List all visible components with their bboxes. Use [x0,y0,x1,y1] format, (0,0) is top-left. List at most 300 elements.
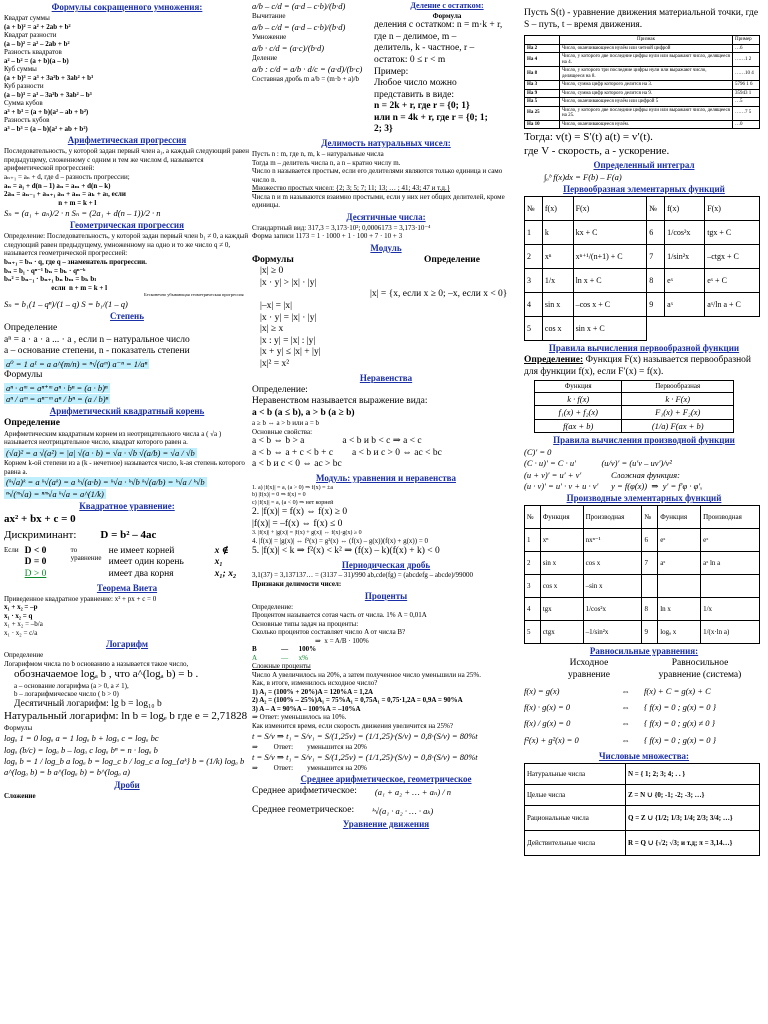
log-formula-1: logₐ 1 = 0 logₐ a = 1 logₐ b + logₐ c = logₐ bc [4,733,159,744]
cases-then-label: то уравнение [70,545,102,563]
formula-line: Квадрат суммы [4,13,50,22]
table-cell: xⁿ [542,245,573,269]
table-cell: sin x + C [573,317,647,341]
table-cell: 6 [642,529,658,552]
division-line: n = 2k + r, где r = {0; 1} [374,101,470,112]
percent-line: Число A увеличилось на 20%, а затем полученное число уменьшили на 25%. [252,670,482,679]
table-cell: –ctgx + C [705,245,760,269]
table-cell: 1/x [701,598,760,621]
modulus-item: |x · y| > |x| · |y| [260,277,317,288]
table-cell: (1/a) F(ax + b) [622,419,734,432]
table-cell: Q = Z ∪ {1/2; 1/3; 1/4; 2/3; 3/4; …} [626,805,760,830]
table-row [525,805,760,830]
table-header: Функция [535,381,622,393]
table-cell: k [542,221,573,245]
table-cell: Рациональные числа [525,805,626,830]
table-header: № [647,197,665,221]
derivative-rule: (C · u)′ = C · u′ (u/v)′ = (u′v – uv′)/v² [524,458,672,469]
percent-line: Как, в итоге, изменилось исходное число? [252,679,378,688]
equiv-right: { f(x) = 0 ; g(x) ≠ 0 } [644,718,716,729]
modulus-item: |x · y| = |x| · |y| [260,312,317,323]
table-cell: tgx [540,598,583,621]
table-cell: На 3 [525,81,560,90]
infinite-progression-note: Бесконечно убывающая геометрическая прогрессия [144,292,244,298]
table-header: Первообразная [622,381,734,393]
formula-line: Квадрат разности [4,31,57,40]
section-title-definite-integral: Определенный интеграл [593,159,695,170]
case-result: не имеет корней [108,545,175,556]
equiv-symbol: ⇔ [621,718,630,729]
short-multiplication-list [4,14,250,133]
formula-line: (a – b)² = a² – 2ab + b² [4,39,70,48]
cases-if-label: Если [4,545,19,554]
arithmetic-mean-formula: (a₁ + a₂ + … + aₙ) / n [374,787,452,798]
inequality-line: Неравенством называется выражение вида: [252,396,428,407]
case-roots: x₁ [214,557,223,568]
table-cell: 7 [642,552,658,575]
fraction-line: Деление [252,54,278,63]
modulus-definition-label: Определение [424,254,480,265]
table-row [535,406,734,419]
modulus-eq-line: 4. |f(x)| = |g(x)| ⇔ f²(x) = g²(x) ⇔ (f(x) – g(x))(f(x) + g(x)) = 0 [252,537,429,546]
column-right [524,0,764,1024]
equiv-symbol: ⇔ [621,701,630,712]
table-cell: cos x [542,317,573,341]
table-row [525,830,760,855]
log-definition-label: Определение [4,651,44,660]
equiv-left: f(x) / g(x) = 0 [524,718,571,729]
table-header: F(x) [573,197,647,221]
formula-line: n + m = k + l [4,198,97,207]
table-cell: aˣ ln a [701,552,760,575]
antiderivative-def: Функция F(x) называется первообразной для функции f(x), если F′(x) = f(x). [524,355,752,377]
equiv-right: f(x) + C = g(x) + C [644,685,711,696]
antiderivative-table [524,196,760,341]
table-cell: xⁿ⁺¹/(n+1) + C [573,245,647,269]
equiv-right: { f(x) = 0 ; g(x) = 0 } [644,734,717,745]
table-cell: На 4 [525,53,560,67]
fraction-line: a/b – c/d = (a·d – c·b)/(b·d) [252,1,346,11]
division-line: деления с остатком: n = m·k + r, [374,20,503,31]
derivative-table [524,505,760,644]
division-line: остаток: 0 ≤ r < m [374,55,446,66]
root-nth-definition: Корнем k-ой степени из a (k - нечетное) называется число, k-ая степень которого равна a. [4,459,245,476]
table-cell: 2 [525,245,543,269]
section-title-modulus-equations: Модуль: уравнения и неравенства [316,473,456,484]
table-cell: 3 [525,269,543,293]
table-cell: –1/sin²x [583,621,642,644]
table-cell: 1 [525,221,543,245]
section-title-motion: Уравнение движения [342,818,430,829]
formula-line: (a – b)³ = a³ – 3a²b + 3ab² – b³ [4,90,92,99]
table-cell: Действительные числа [525,830,626,855]
divisibility-line: Число n называется простым, если его делителями являются только единица и само число n. [252,167,503,184]
table-cell: Число, оканчивающееся нулём или четной цифрой [560,44,733,53]
table-cell: ……1 2 [733,53,760,67]
division-with-remainder [374,0,520,136]
table-cell: Число, оканчивающееся нулём или цифрой 5 [560,98,733,107]
table-cell: Целые числа [525,784,626,805]
table-cell: cos x [540,575,583,598]
table-header: № [525,506,541,529]
equiv-right: { f(x) = 0 ; g(x) = 0 } [644,701,717,712]
table-cell: sin x [540,552,583,575]
case-condition: D > 0 [24,569,47,580]
table-cell: eˣ [658,529,701,552]
table-cell: cos x [583,552,642,575]
table-cell: 2 [525,552,541,575]
fraction-line: a/b : c/d = a/b · d/c = (a·d)/(b·c) [252,63,363,74]
section-title-antiderivatives: Первообразная элементарных функций [563,184,725,195]
table-header: № [525,197,543,221]
percent-line: ⇒ x = A/B · 100% [252,636,369,645]
log-definition: Логарифмом числа по b основанию a называется такое число, [4,659,189,668]
percent-line: 2) A₂ = (100% – 25%)A₁ = 75%A₁ = 0,75A₁ = 0,75·1,2A = 0,9A = 90%A [252,696,463,705]
derivative-rule: (C)′ = 0 [524,446,552,457]
modulus-eq-line: c) |f(x)| = a, (a < 0) ⇒ нет корней [252,499,334,506]
root-formula-1: (√a)² = a √(a²) = |a| √(a · b) = √a · √b √(a/b) = √a / √b [6,447,195,458]
table-cell: ln x + C [573,269,647,293]
table-cell: …6 [733,44,760,53]
definite-integral-formula: ∫ₐᵇ f(x)dx = F(b) – F(a) [544,171,622,182]
table-cell: nxⁿ⁻¹ [583,529,642,552]
table-header: Производная [583,506,642,529]
percent-line: ⇒ Ответ: уменьшится на 20% [252,742,367,751]
table-row [525,293,760,317]
table-cell: На 9 [525,89,560,98]
modulus-eq-line: 3. |f(x)| + |g(x)| = |f(x) + g(x)| ⇔ f(x)·g(x) ≥ 0 [252,530,362,537]
table-cell: 3 [525,575,541,598]
section-title-periodic-fraction: Периодическая дробь [341,559,431,570]
table-cell: k · f(x) [535,392,622,405]
percent-line: Основные типы задач на проценты: [252,619,359,628]
table-header: № [642,506,658,529]
formula-line: bₙ² = bₙ₋₁ · bₙ₊₁ bₙ bₘ = bₖ bₗ [4,275,97,284]
modulus-item: |x|² = x² [260,358,290,369]
table-row [535,392,734,405]
fraction-ops [252,0,370,136]
motion-intro: Пусть S(t) - уравнение движения материальной точки, где S – путь, t – время движения. [524,8,759,30]
inequality-line: a ≥ b ⇔ a > b или a = b [252,419,320,428]
table-cell: ……7 5 [733,106,760,120]
modulus-eq-line: 2. |f(x)| = f(x) ⇔ f(x) ≥ 0 [252,506,348,517]
case-result: имеет два корня [108,569,174,580]
division-line: Пример: [374,66,409,77]
root-definition: Арифметическим квадратным корнем из неотрицательного числа a ( √a ) называется неотрицательное число, квадрат которого равен a. [4,429,222,447]
table-header: Пример [733,36,760,45]
table-cell: 1 [525,529,541,552]
antiderivative-rules-table [534,380,734,433]
table-cell: Число, сумма цифр которого делится на 3. [560,81,733,90]
geometric-sum-formula: Sₙ = b₁(1 – qⁿ)/(1 – q) S = b₁/(1 – q) [4,298,128,309]
division-line: делитель, k - частное, r – [374,43,475,54]
section-title-modulus: Модуль [370,242,402,253]
table-cell: kx + C [573,221,647,245]
antiderivative-def-label: Определение: [524,355,584,366]
section-title-derivatives: Производные элементарных функций [566,493,722,504]
table-cell: …5 [733,98,760,107]
decimal-line: Форма записи 1173 = 1 · 1000 + 1 · 100 + 7 · 10 + 3 [252,232,403,241]
percent-line: B — 100% [252,645,317,654]
fractions-addition-label: Сложение [4,791,36,800]
table-cell: На 5 [525,98,560,107]
table-row [525,120,760,129]
table-header: Функция [658,506,701,529]
column-middle [252,0,520,1024]
section-title-derivative-rules: Правила вычисления производной функции [553,435,735,445]
table-header: Признак [560,36,733,45]
equiv-left: f(x) · g(x) = 0 [524,701,571,712]
division-line: или n = 4k + r, где r = {0; 1; [374,112,488,123]
percent-line: Сколько процентов составляет число A от числа B? [252,628,406,637]
power-definition-label: Определение [4,322,58,333]
section-title-vieta: Теорема Виета [96,582,158,593]
case-result: имеет один корень [108,557,184,568]
velocity-accel-line: Тогда: v(t) = S′(t) a(t) = v′(t). [524,131,653,144]
modulus-list [252,266,520,370]
table-row [525,98,760,107]
table-cell: 1/(x·ln a) [701,621,760,644]
modulus-eq-line: |f(x)| = –f(x) ⇔ f(x) ≤ 0 [252,518,343,529]
table-cell: 6 [647,221,665,245]
equiv-symbol: ⇔ [621,685,630,696]
division-line: 2; 3} [374,124,393,135]
arithmetic-sum-formula: Sₙ = (a₁ + aₙ)/2 · n Sₙ = (2a₁ + d(n – 1))/2 · n [4,208,161,219]
column-left [4,0,250,1024]
divisibility-line: Пусть n : m, где n, m, k – натуральные числа [252,150,384,159]
power-definition: aⁿ = a · a · a ... · a , если n – натуральное число [4,334,190,345]
table-cell: eˣ [665,269,705,293]
power-zero-formula: a⁰ = 1 a¹ = a a^(m/n) = ⁿ√(aᵐ) a⁻ⁿ = 1/aⁿ [6,358,148,369]
section-title-short-multiplication: Формулы сокращенного умножения: [51,2,203,12]
percent-line: Процентом называется сотая часть от числа. 1% A = 0,01A [252,611,427,620]
formula-line: (a + b)³ = a³ + 3a²b + 3ab² + b³ [4,73,94,82]
table-row [525,621,760,644]
percent-line: Как изменится время, если скорость движения увеличится на 25%? [252,721,453,730]
table-cell: N = { 1; 2; 3; 4; . . } [626,763,760,784]
table-cell: –sin x [583,575,642,598]
section-title-division: Деление с остатком: [410,1,484,10]
table-row [525,784,760,805]
table-cell: eˣ [701,529,760,552]
table-row [525,245,760,269]
percent-line: ⇒ Ответ: уменьшится на 20% [252,763,367,772]
table-cell: logₐ x [658,621,701,644]
table-header: f(x) [665,197,705,221]
percent-line: t = S/v ⇒ t₁ = S/v₁ = S/(1,25v) = (1/1,25)·(S/v) = 0,8·(S/v) = 80%t [252,731,478,742]
formula-line: bₙ = b₁ · qⁿ⁻¹ bₙ = bₖ · qⁿ⁻ᵏ [4,266,86,275]
table-cell: 9 [642,621,658,644]
table-row [535,419,734,432]
division-line: где n – делимое, m – [374,31,457,42]
log-decimal: Десятичный логарифм: lg b = log₁₀ b [14,698,162,709]
formula-line: a³ – b³ = (a – b)(a² + ab + b²) [4,124,88,133]
table-header: f(x) [542,197,573,221]
modulus-item: |x| ≥ x [260,324,284,335]
table-cell: Число, оканчивающееся нулём. [560,120,733,129]
table-cell: R = Q ∪ {√2; √3; и т.д; π = 3,14…} [626,830,760,855]
divisibility-table [524,35,760,129]
table-cell: F₁(x) + F₂(x) [622,406,734,419]
periodic-fraction-line: 3,1(37) = 3,137137… = (3137 – 31)/990 ab,cde(fg) = (abcdefg – abcde)/99000 [252,571,474,580]
table-row [525,89,760,98]
modulus-item: |–x| = |x| [260,301,292,312]
table-cell: 35943 1 [733,89,760,98]
table-cell: 1/cos²x [583,598,642,621]
table-cell: Число, у которого две последние цифры нули или выражают число, делящееся на 25. [560,106,733,120]
vieta-line: x₁ · x₂ = q [4,611,33,620]
log-formula-3: logₐ b = 1 / log_b a logₐ b = log_c b / log_c a log_{aᵏ} b = (1/k) logₐ b [4,755,245,766]
section-title-logarithm: Логарифм [105,639,149,650]
formula-line: Куб разности [4,82,44,91]
vieta-line: x₁ + x₂ = –p [4,603,38,612]
percent-lines [252,603,520,773]
table-cell: Число, у которого три последние цифры нули или выражают число, делящееся на 8. [560,67,733,81]
divisibility-line: Тогда m – делитель числа n, а n – кратно числу m. [252,158,401,167]
formula-line: Разность квадратов [4,48,62,57]
power-definition-2: a – основание степени, n - показатель степени [4,346,190,357]
section-title-power: Степень [110,310,144,321]
quadratic-cases [4,546,250,581]
modulus-item: |x : y| = |x| : |y| [260,335,316,346]
section-title-square-root: Арифметический квадратный корень [49,406,205,417]
discriminant-formula: D = b² – 4ac [100,529,157,542]
table-row [525,44,760,53]
division-line: Любое число можно [374,78,457,89]
modulus-item: |x| = {x, если x ≥ 0; –x, если x < 0} [370,289,508,300]
section-title-decimals: Десятичные числа: [346,211,426,222]
table-row [525,575,760,598]
table-cell: ……10 4 [733,67,760,81]
formula-line: a² – b² = (a + b)(a – b) [4,56,69,65]
table-cell: На 2 [525,44,560,53]
table-cell: 4 [525,598,541,621]
table-cell: k · F(x) [622,392,734,405]
table-cell: 5 [525,317,543,341]
case-roots: x₁; x₂ [214,569,237,580]
table-cell: –cos x + C [573,293,647,317]
inequality-line: a < b (a ≤ b), a > b (a ≥ b) [252,407,355,418]
table-cell: На 8 [525,67,560,81]
table-row [525,67,760,81]
derivative-rule: (u · v)′ = u′ · v + u · v′ y = f(φ(x)) ⇒ y′ = f′φ · φ′ₓ [524,481,703,492]
percent-line: 1) A₁ = (100% + 20%)A = 120%A = 1,2A [252,687,374,696]
root-formula-3: ⁿ√(ᵐ√a) = ⁿᵐ√a ᵏ√a = a^(1/k) [6,488,104,499]
inequality-line: Основные свойства: [252,427,313,436]
modulus-eq-line: 5. |f(x)| < k ⇒ f²(x) < k² ⇒ (f(x) – k)(f(x) + k) < 0 [252,545,440,556]
table-cell: Натуральные числа [525,763,626,784]
formula-line: aₙ₊₁ = aₙ + d, где d – разность прогрессии; [4,172,130,181]
table-row [525,269,760,293]
section-title-fractions: Дроби [114,779,140,790]
percent-line: A — x% [252,653,308,662]
table-cell: 7 [647,245,665,269]
modulus-item: |x| ≥ 0 [260,266,284,277]
percent-line: Сложные проценты [252,662,311,671]
section-title-percent: Проценты [364,590,408,601]
section-title-geometric-progression: Геометрическая прогрессия [70,220,184,231]
division-line: Формула [432,11,462,20]
modulus-eq-line: 1. a) |f(x)| = a, (a > 0) ⇒ f(x) = ±a [252,485,334,491]
log-formula-4: a^(logₐ b) = b a^(logₐ b) = b^(logₐ a) [4,767,131,778]
case-roots: x ∉ [214,545,229,556]
divisibility-line: Множество простых чисел: {2; 3; 5; 7; 11; 13; … ; 41; 43; 47 и т.д.} [252,184,451,193]
log-natural: Натуральный логарифм: ln b = logₑ b где e = 2,71828 [4,710,248,723]
section-title-antiderivative-rules: Правила вычисления первообразной функции [548,343,740,354]
inequality-line: a < b и c < 0 ⇔ ac > bc [252,459,342,470]
formula-line: aₙ = a₁ + d(n – 1) aₙ = aₘ + d(n – k) [4,181,111,190]
table-cell: 8 [647,269,665,293]
percent-line: Определение: [252,602,294,611]
fraction-line: Умножение [252,33,287,42]
modulus-formulas-label: Формулы [252,254,294,265]
equiv-header-left: Исходное уравнение [568,658,610,680]
case-condition: D < 0 [24,545,47,556]
decimal-line: Стандартный вид: 317,3 = 3,173·10²; 0,0006173 = 3,173·10⁻⁴ [252,223,431,232]
table-cell: Число, сумма цифр которого делится на 9. [560,89,733,98]
table-cell: ln x [658,598,701,621]
formula-line: Сумма кубов [4,99,43,108]
table-cell: 1/x [542,269,573,293]
fraction-line: Вычитание [252,12,286,21]
table-row [525,763,760,784]
divisibility-line: Числа n и m называются взаимно простыми, если у них нет общих делителей, кроме единицы. [252,192,505,210]
log-formula-2: logₐ (b/c) = logₐ b – logₐ c logₐ bⁿ = n · logₐ b [4,744,158,755]
inequality-line: a < b ⇔ a + c < b + c a < b и c > 0 ⇔ ac < bc [252,447,442,458]
formula-line: Разность кубов [4,116,50,125]
table-cell: 8 [642,598,658,621]
table-row [525,106,760,120]
equiv-left: f²(x) + g²(x) = 0 [524,734,579,745]
derivative-rule: (u + v)′ = u′ + v′ Сложная функция: [524,469,680,480]
equiv-left: f(x) = g(x) [524,685,560,696]
power-formulas-label: Формулы [4,370,43,381]
log-denote: обозначаемое logₐ b , что a^(logₐ b) = b . [14,668,199,681]
case-condition: D = 0 [24,557,47,568]
table-header: Функция [540,506,583,529]
divisibility-criteria-label: Признаки делимости чисел: [252,580,342,589]
section-title-number-sets: Числовые множества: [598,750,690,761]
table-cell: 5796 1 6 [733,81,760,90]
table-cell: f₁(x) + f₂(x) [535,406,622,419]
table-cell: ctgx [540,621,583,644]
power-formula-1: aⁿ · aᵐ = aⁿ⁺ᵐ aⁿ · bⁿ = (a · b)ⁿ [6,382,108,393]
geometric-mean-label: Среднее геометрическое: [252,804,355,815]
formula-line: (a + b)² = a² + 2ab + b² [4,22,71,31]
arithmetic-progression-definition: Последовательность, у которой задан первый член a₁, а каждый следующий равен предыдущему, сложенному с одним и тем же числом d, называется арифметической прогрессией: [4,147,250,173]
root-formula-2: (ᵏ√a)ᵏ = a ᵏ√(aᵏ) = a ᵏ√(a·b) = ᵏ√a · ᵏ√b ᵏ√(a/b) = ᵏ√a / ᵏ√b [6,477,205,488]
table-cell: aˣ [658,552,701,575]
table-cell: eˣ + C [705,269,760,293]
section-title-equivalent-equations: Равносильные уравнения: [589,646,699,657]
table-cell: Число, у которого две последние цифры нули или выражают число, делящееся на 4. [560,53,733,67]
equiv-header-right: Равносильное уравнение (система) [658,658,742,680]
division-line: представить в виде: [374,89,455,100]
table-row [525,81,760,90]
table-row [525,53,760,67]
arithmetic-mean-label: Среднее арифметическое: [252,786,357,797]
section-title-inequalities: Неравенства [359,372,413,383]
root-definition-label: Определение [4,418,60,429]
log-number-note: b – логарифмическое число ( b > 0) [14,690,119,699]
table-cell: Z = N ∪ {0; -1; -2; -3; …} [626,784,760,805]
table-cell: xⁿ [540,529,583,552]
percent-line: t = S/v ⇒ t₁ = S/v₁ = S/(1,25v) = (1/1,25)·(S/v) = 0,8·(S/v) = 80%t [252,752,478,763]
fraction-line: Составная дробь m a/b = (m·b + a)/b [252,75,360,84]
velocity-accel-where: где V - скорость, a - ускорение. [524,144,670,157]
table-cell: tgx + C [705,221,760,245]
formula-line: Куб суммы [4,65,37,74]
